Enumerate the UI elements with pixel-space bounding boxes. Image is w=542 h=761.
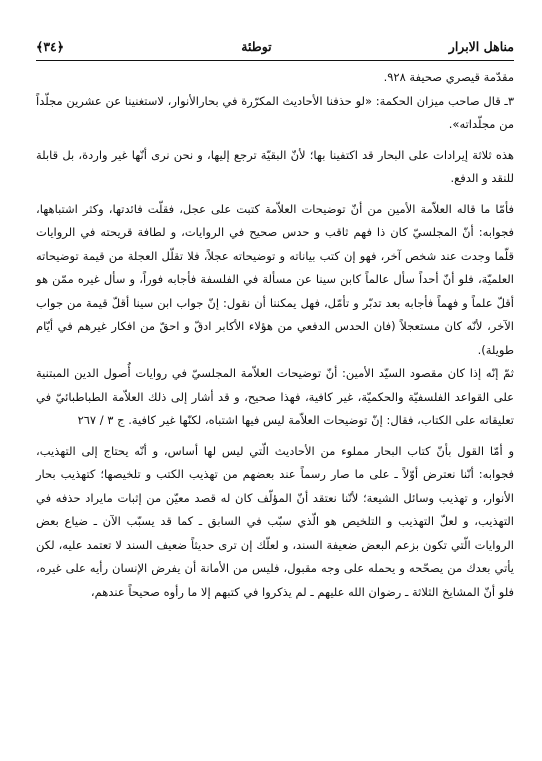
paragraph-objection-3: ٣ـ قال صاحب ميزان الحكمة: «لو حذفنا الأحاديث المكرّرة في بحارالأنوار، لاستغنينا عن عشرين مجلّداً من مجلّداته». — [36, 93, 514, 131]
header-rule — [36, 60, 514, 61]
paragraph-source-note: مقدّمة قيصري صحيفة ٩٢٨. — [383, 70, 514, 84]
running-header — [36, 36, 514, 56]
book-title: مناهل الابرار — [448, 38, 514, 54]
section-title: توطئة — [241, 38, 272, 54]
paragraph-reply-tahdhib: و أمّا القول بأنّ كتاب البحار مملوء من الأحاديث الّتي ليس لها أساس، و أنّه يحتاج إلى التهذيب، فجوابه: أنّنا نعترض أوّلاً ـ على ما صار رسماً عند بعضهم من تهذيب الكتب و تلخيصها؛ كتهذيب بحار الأنوار، و تهذيب وسائل الشيعة؛ لأنّنا نعتقد أنّ المؤلّف كان له قصد معيّن من إثبات مايراد حذفه في التهذيب، و لعلّ التهذيب و التلخيص هو الّذي سبّب في السابق ـ كما قد يسبّب الآن ـ ضياع بعض الروايات الّتي تكون بزعم البعض ضعيفة السند، و لعلّك إن ترى حديثاً ضعيف السند لا تعتمد عليه، لكن يأتي بعدك من يصحّحه و يحمله على وجه مقبول، فليس من الأمانة أن يفرض الإنسان رأيه على غيره، فلو أنّ المشايخ الثلاثة ـ رضوان الله عليهم ـ لم يذكروا في كتبهم إلا ما رأوه صحيحاً عندهم، — [36, 443, 514, 599]
paragraph-summary: هذه ثلاثة إيرادات على البحار قد اكتفينا بها؛ لأنّ البقيّة ترجع إليها، و نحن نرى أنّها غير واردة، بل قابلة للنقد و الدفع. — [36, 147, 514, 185]
page-number: ﴿٣٤﴾ — [36, 38, 65, 54]
paragraph-reply-philosophy: ثمّ إنّه إذا كان مقصود السيّد الأمين: أنّ توضيحات العلاّمة المجلسيّ في روايات أُصول الدين المبتنية على القواعد الفلسفيّة والحكميّة، غير كافية، فهذا صحيح، و قد أشار إلى ذلك العلاّمة الطباطبائيّ في تعليقاته على الكتاب، فقال: إنّ توضيحات العلاّمة ليس فيها اشتباه، لكنّها غير كافية. ج ٣ / ٢٦٧ — [36, 366, 514, 427]
page-body — [36, 66, 514, 604]
paragraph-reply-amin: فأمّا ما قاله العلاّمة الأمين من أنّ توضيحات العلاّمة كتبت على عجل، فقلّت فائدتها، وكثر اشتباهها، فجوابه: أنّ المجلسيّ كان ذا فهم ثاقب و حدس صحيح في الروايات، و لطافة قريحته في الروايات قلّما وجدت عند شخص آخر، فهو إن كتب بياناته و توضيحاته عجلاً، فلا تقلّل العجلة من قيمة توضيحاته العلميّة، فلو أنّ أحداً سأل عالماً كابن سينا عن مسألة في الفلسفة فأجابه فوراً، و سأل غيره ممّن هو أقلّ علماً و فهماً فأجابه بعد تدبّر و تأمّل، فهل يمكننا أن نقول: إنّ جواب ابن سينا أقلّ قيمة من جواب الآخر، لأنّه كان مستعجلاً (فان الحدس الدفعي من هؤلاء الأكابر ادقّ و احقّ من افكار غيرهم في أيّام طويلة). — [36, 201, 514, 357]
